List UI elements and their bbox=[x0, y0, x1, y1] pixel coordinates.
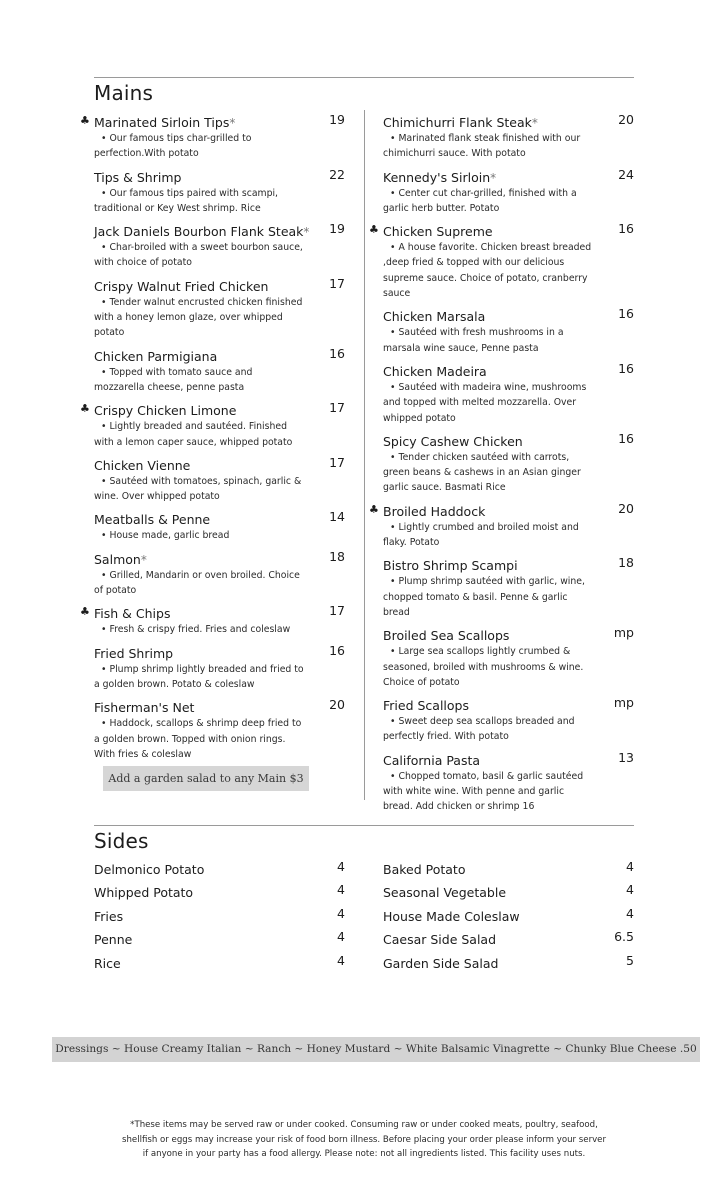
description-line bbox=[94, 240, 345, 255]
column-divider bbox=[364, 110, 365, 800]
menu-item-header bbox=[94, 276, 345, 295]
menu-item-header bbox=[383, 555, 634, 574]
menu-item-price: 17 bbox=[329, 603, 345, 619]
description-line bbox=[94, 662, 345, 677]
description-line bbox=[383, 644, 634, 659]
club-icon: ♣ bbox=[80, 605, 90, 619]
description-text: Char-broiled with a sweet bourbon sauce, bbox=[109, 242, 303, 254]
side-item bbox=[383, 906, 634, 929]
description-line bbox=[94, 295, 345, 310]
menu-item-description bbox=[383, 769, 634, 815]
menu-item-name: Crispy Walnut Fried Chicken bbox=[94, 278, 269, 294]
description-line bbox=[94, 489, 345, 504]
menu-item-name: Tips & Shrimp bbox=[94, 169, 182, 185]
menu-item-price: 14 bbox=[329, 509, 345, 525]
description-text: with a honey lemon glaze, over whipped bbox=[94, 312, 283, 324]
description-line bbox=[94, 732, 345, 747]
description-line bbox=[383, 660, 634, 675]
menu-item-name: Chicken Parmigiana bbox=[94, 348, 218, 364]
menu-item-description bbox=[383, 240, 634, 301]
description-line bbox=[94, 146, 345, 161]
description-line bbox=[94, 380, 345, 395]
description-line bbox=[94, 325, 345, 340]
side-item bbox=[94, 882, 345, 905]
menu-item-price: 16 bbox=[618, 430, 634, 446]
bullet-icon: • bbox=[101, 530, 107, 542]
bullet-icon: • bbox=[390, 242, 396, 254]
menu-item-header bbox=[383, 361, 634, 380]
menu-item-price: 16 bbox=[618, 306, 634, 322]
description-text: House made, garlic bread bbox=[109, 530, 230, 542]
description-line bbox=[383, 186, 634, 201]
description-line bbox=[383, 784, 634, 799]
side-item-name: Whipped Potato bbox=[94, 885, 194, 901]
description-line bbox=[94, 583, 345, 598]
bullet-icon: • bbox=[390, 327, 396, 339]
menu-item-description bbox=[383, 714, 634, 745]
description-line bbox=[383, 799, 634, 814]
description-line bbox=[383, 146, 634, 161]
mains-title: Mains bbox=[94, 81, 154, 105]
description-line bbox=[383, 535, 634, 550]
description-text: ,deep fried & topped with our delicious bbox=[383, 257, 565, 269]
side-item-price: 4 bbox=[337, 905, 345, 921]
description-text: and topped with melted mozzarella. Over bbox=[383, 397, 577, 409]
menu-item-description bbox=[383, 186, 634, 217]
side-item bbox=[383, 953, 634, 976]
dressings-banner: Dressings ~ House Creamy Italian ~ Ranch ~ Honey Mustard ~ White Balsamic Vinagrette ~ Chunky Blue Cheese .50 bbox=[52, 1037, 700, 1062]
bullet-icon: • bbox=[101, 421, 107, 433]
description-text: perfection.With potato bbox=[94, 148, 199, 160]
club-icon: ♣ bbox=[80, 402, 90, 416]
raw-warning-star: * bbox=[140, 552, 147, 567]
menu-item-header bbox=[383, 306, 634, 325]
menu-item-description bbox=[94, 365, 345, 396]
description-text: Our famous tips char-grilled to bbox=[109, 133, 252, 144]
description-line bbox=[383, 271, 634, 286]
side-item-price: 4 bbox=[337, 952, 345, 968]
description-text: traditional or Key West shrimp. Rice bbox=[94, 202, 261, 214]
menu-item-description bbox=[94, 419, 345, 450]
menu-item-header bbox=[383, 431, 634, 450]
description-line bbox=[383, 286, 634, 301]
menu-item bbox=[94, 509, 345, 543]
menu-item-name: Bistro Shrimp Scampi bbox=[383, 558, 518, 574]
menu-item-description bbox=[94, 131, 345, 162]
description-text: flaky. Potato bbox=[383, 537, 440, 549]
side-item bbox=[94, 929, 345, 952]
description-text: Sweet deep sea scallops breaded and bbox=[398, 716, 575, 728]
menu-item-header bbox=[383, 112, 634, 131]
description-text: whipped potato bbox=[383, 412, 456, 424]
side-item-name: Rice bbox=[94, 955, 121, 971]
menu-item-price: 20 bbox=[329, 697, 345, 713]
description-text: bread. Add chicken or shrimp 16 bbox=[383, 801, 535, 813]
side-item-price: 4 bbox=[337, 929, 345, 945]
menu-item-header bbox=[80, 112, 345, 131]
description-line bbox=[94, 131, 345, 146]
description-line bbox=[383, 411, 634, 426]
side-item-price: 4 bbox=[337, 882, 345, 898]
description-text: of potato bbox=[94, 585, 137, 597]
description-text: Fresh & crispy fried. Fries and coleslaw bbox=[109, 624, 291, 636]
menu-item bbox=[369, 221, 634, 301]
mains-left-column bbox=[80, 112, 345, 767]
menu-item bbox=[383, 167, 634, 217]
menu-item-name: Meatballs & Penne bbox=[94, 512, 211, 528]
menu-item bbox=[80, 603, 345, 637]
menu-item-header bbox=[94, 643, 345, 662]
side-item-name: Caesar Side Salad bbox=[383, 932, 497, 948]
description-line bbox=[383, 590, 634, 605]
menu-item-price: 20 bbox=[618, 500, 634, 516]
description-text: Sautéed with tomatoes, spinach, garlic & bbox=[109, 475, 302, 487]
raw-warning-star: * bbox=[531, 116, 538, 130]
menu-item-name: Broiled Sea Scallops bbox=[383, 628, 510, 644]
menu-item-name: Kennedy's Sirloin bbox=[383, 169, 491, 185]
description-text: mozzarella cheese, penne pasta bbox=[94, 381, 245, 393]
description-text: potato bbox=[94, 327, 125, 339]
bullet-icon: • bbox=[390, 381, 396, 393]
club-icon: ♣ bbox=[80, 114, 90, 127]
description-text: Plump shrimp lightly breaded and fried to bbox=[109, 663, 304, 675]
bullet-icon: • bbox=[101, 296, 107, 308]
menu-item-description bbox=[94, 474, 345, 505]
menu-item-price: 17 bbox=[329, 400, 345, 416]
description-text: bread bbox=[383, 606, 410, 618]
description-line bbox=[94, 747, 345, 762]
description-line bbox=[94, 528, 345, 543]
description-line bbox=[94, 568, 345, 583]
description-line bbox=[383, 574, 634, 589]
bullet-icon: • bbox=[101, 718, 107, 730]
description-text: marsala wine sauce, Penne pasta bbox=[383, 342, 539, 354]
menu-item bbox=[383, 555, 634, 620]
description-text: green beans & cashews in an Asian ginger bbox=[383, 467, 581, 479]
side-item-price: 4 bbox=[337, 859, 345, 874]
bullet-icon: • bbox=[101, 133, 107, 144]
menu-item-name: Spicy Cashew Chicken bbox=[383, 433, 523, 449]
menu-item bbox=[383, 625, 634, 690]
menu-item-name: Chicken Madeira bbox=[383, 363, 487, 379]
menu-item-name: Chicken Supreme bbox=[383, 224, 493, 240]
menu-item-price: mp bbox=[613, 625, 634, 641]
side-item bbox=[94, 859, 345, 882]
side-item-name: Delmonico Potato bbox=[94, 862, 205, 877]
menu-item-name: Jack Daniels Bourbon Flank Steak bbox=[94, 224, 304, 240]
description-text: Lightly crumbed and broiled moist and bbox=[398, 521, 579, 533]
salad-note: Add a garden salad to any Main $3 bbox=[103, 766, 309, 791]
menu-item-description bbox=[383, 450, 634, 496]
menu-item-header bbox=[80, 603, 345, 622]
side-item-price: 4 bbox=[626, 882, 634, 898]
bullet-icon: • bbox=[390, 187, 396, 199]
menu-item-price: 18 bbox=[618, 555, 634, 571]
description-line bbox=[94, 255, 345, 270]
menu-item-price: 16 bbox=[618, 221, 634, 237]
menu-item bbox=[383, 431, 634, 496]
menu-item-header bbox=[94, 167, 345, 186]
menu-item-description bbox=[94, 528, 345, 543]
menu-item-price: 19 bbox=[329, 221, 345, 237]
description-line bbox=[94, 201, 345, 216]
bullet-icon: • bbox=[101, 624, 107, 636]
menu-item-header bbox=[369, 221, 634, 240]
footnote-line: *These items may be served raw or under cooked. Consuming raw or under cooked meats, poultry, seafood, bbox=[130, 1120, 598, 1130]
description-line bbox=[383, 341, 634, 356]
side-item-name: Garden Side Salad bbox=[383, 955, 499, 971]
allergy-footnote bbox=[94, 1118, 634, 1162]
menu-item-header bbox=[94, 549, 345, 568]
description-text: Lightly breaded and sautéed. Finished bbox=[109, 421, 288, 433]
description-line bbox=[383, 450, 634, 465]
menu-item-name: Marinated Sirloin Tips bbox=[94, 115, 230, 130]
footnote-line: shellfish or eggs may increase your risk of food born illness. Before placing your order please inform your server bbox=[121, 1134, 607, 1145]
menu-item-name: Chicken Marsala bbox=[383, 309, 486, 325]
description-line bbox=[383, 465, 634, 480]
menu-item-header bbox=[94, 221, 345, 240]
mains-right-column bbox=[369, 112, 634, 820]
description-line bbox=[94, 622, 345, 637]
bullet-icon: • bbox=[390, 646, 396, 658]
description-line bbox=[94, 419, 345, 434]
club-icon: ♣ bbox=[369, 502, 379, 516]
menu-item-name: Chicken Vienne bbox=[94, 457, 191, 473]
description-text: Our famous tips paired with scampi, bbox=[109, 187, 279, 199]
sides-divider bbox=[94, 825, 634, 826]
menu-item bbox=[369, 500, 634, 551]
description-text: Large sea scallops lightly crumbed & bbox=[398, 646, 571, 658]
menu-item-name: Fried Shrimp bbox=[94, 645, 174, 661]
description-text: a golden brown. Potato & coleslaw bbox=[94, 678, 255, 690]
description-text: a golden brown. Topped with onion rings. bbox=[94, 733, 286, 745]
description-text: Tender walnut encrusted chicken finished bbox=[109, 296, 303, 308]
side-item bbox=[94, 953, 345, 976]
description-line bbox=[383, 325, 634, 340]
bullet-icon: • bbox=[390, 576, 396, 588]
bullet-icon: • bbox=[390, 521, 396, 533]
side-item bbox=[94, 906, 345, 929]
menu-item-name: Fisherman's Net bbox=[94, 700, 195, 716]
menu-item bbox=[94, 221, 345, 271]
description-text: A house favorite. Chicken breast breaded bbox=[398, 242, 592, 254]
menu-item-name: Chimichurri Flank Steak bbox=[383, 115, 532, 130]
menu-item-price: 16 bbox=[329, 345, 345, 361]
menu-item-price: 22 bbox=[329, 166, 345, 182]
bullet-icon: • bbox=[101, 569, 107, 581]
menu-item-price: mp bbox=[613, 695, 634, 711]
menu-item-price: 19 bbox=[329, 112, 345, 127]
menu-item-name: Crispy Chicken Limone bbox=[94, 403, 237, 419]
menu-item-price: 13 bbox=[618, 749, 634, 765]
description-text: garlic sauce. Basmati Rice bbox=[383, 482, 506, 494]
menu-item-header bbox=[369, 500, 634, 520]
sides-title: Sides bbox=[94, 829, 149, 853]
menu-item bbox=[94, 643, 345, 693]
menu-item-description bbox=[94, 186, 345, 217]
description-text: sauce bbox=[383, 288, 411, 300]
description-text: chimichurri sauce. With potato bbox=[383, 148, 526, 160]
menu-item bbox=[383, 112, 634, 162]
description-line bbox=[383, 240, 634, 255]
bullet-icon: • bbox=[390, 770, 396, 782]
description-line bbox=[383, 131, 634, 146]
description-text: with choice of potato bbox=[94, 257, 192, 269]
description-line bbox=[383, 520, 634, 535]
raw-warning-star: * bbox=[303, 225, 310, 240]
description-text: Center cut char-grilled, finished with a bbox=[398, 187, 577, 199]
menu-item-header bbox=[383, 750, 634, 769]
menu-item-description bbox=[383, 380, 634, 426]
menu-item-price: 20 bbox=[618, 112, 634, 127]
side-item-price: 4 bbox=[626, 905, 634, 921]
menu-item-header bbox=[383, 167, 634, 186]
menu-item-price: 16 bbox=[329, 642, 345, 658]
club-icon: ♣ bbox=[369, 223, 379, 237]
description-text: Chopped tomato, basil & garlic sautéed bbox=[398, 770, 584, 782]
menu-item-price: 17 bbox=[329, 454, 345, 470]
description-line bbox=[94, 310, 345, 325]
menu-item-header bbox=[94, 697, 345, 716]
description-text: with white wine. With penne and garlic bbox=[383, 786, 565, 798]
description-line bbox=[94, 677, 345, 692]
menu-item-description bbox=[383, 520, 634, 551]
menu-item-description bbox=[383, 131, 634, 162]
bullet-icon: • bbox=[390, 451, 396, 463]
menu-item bbox=[383, 361, 634, 426]
menu-item-header bbox=[80, 400, 345, 419]
menu-item-description bbox=[94, 662, 345, 693]
menu-item-header bbox=[383, 625, 634, 644]
side-item-name: Baked Potato bbox=[383, 862, 466, 877]
menu-item-description bbox=[94, 568, 345, 599]
menu-item bbox=[94, 276, 345, 341]
description-line bbox=[94, 365, 345, 380]
bullet-icon: • bbox=[101, 663, 107, 675]
menu-item bbox=[94, 549, 345, 599]
description-line bbox=[383, 605, 634, 620]
sides-left-column bbox=[94, 859, 345, 976]
sides-right-column bbox=[383, 859, 634, 976]
menu-item-name: Fried Scallops bbox=[383, 698, 469, 714]
menu-item-price: 17 bbox=[329, 275, 345, 291]
menu-item bbox=[383, 306, 634, 356]
menu-item-header bbox=[94, 509, 345, 528]
menu-item bbox=[94, 346, 345, 396]
menu-item-price: 18 bbox=[329, 548, 345, 564]
menu-item-description bbox=[94, 622, 345, 637]
description-text: Tender chicken sautéed with carrots, bbox=[398, 451, 570, 463]
description-line bbox=[383, 714, 634, 729]
description-text: Choice of potato bbox=[383, 676, 460, 688]
description-line bbox=[383, 769, 634, 784]
bullet-icon: • bbox=[101, 187, 107, 199]
description-text: Topped with tomato sauce and bbox=[109, 366, 253, 378]
description-text: seasoned, broiled with mushrooms & wine. bbox=[383, 661, 584, 673]
menu-item bbox=[80, 112, 345, 162]
menu-item bbox=[94, 455, 345, 505]
menu-item-name: Salmon bbox=[94, 551, 141, 567]
description-line bbox=[383, 380, 634, 395]
menu-item-description bbox=[94, 240, 345, 271]
side-item-price: 4 bbox=[626, 859, 634, 874]
description-line bbox=[94, 186, 345, 201]
bullet-icon: • bbox=[390, 133, 396, 144]
description-line bbox=[383, 729, 634, 744]
side-item-name: Seasonal Vegetable bbox=[383, 885, 507, 901]
footnote-line: if anyone in your party has a food allergy. Please note: not all ingredients listed. This facility uses nuts. bbox=[142, 1149, 586, 1160]
side-item bbox=[383, 859, 634, 882]
menu-item bbox=[94, 697, 345, 762]
side-item bbox=[383, 929, 634, 952]
side-item-price: 5 bbox=[626, 952, 634, 968]
bullet-icon: • bbox=[101, 475, 107, 487]
description-text: perfectly fried. With potato bbox=[383, 731, 509, 743]
top-divider bbox=[94, 77, 634, 78]
menu-item-description bbox=[94, 295, 345, 341]
description-text: chopped tomato & basil. Penne & garlic bbox=[383, 591, 568, 603]
description-text: garlic herb butter. Potato bbox=[383, 202, 500, 214]
description-text: with a lemon caper sauce, whipped potato bbox=[94, 436, 293, 448]
description-line bbox=[94, 474, 345, 489]
menu-item-header bbox=[383, 695, 634, 714]
raw-warning-star: * bbox=[229, 116, 236, 130]
description-text: Plump shrimp sautéed with garlic, wine, bbox=[398, 576, 585, 588]
description-text: supreme sauce. Choice of potato, cranberry bbox=[383, 272, 588, 284]
menu-item bbox=[383, 750, 634, 815]
side-item-price: 6.5 bbox=[614, 929, 634, 945]
menu-item-price: 16 bbox=[618, 360, 634, 376]
raw-warning-star: * bbox=[490, 170, 497, 185]
side-item-name: Penne bbox=[94, 932, 133, 948]
menu-item-description bbox=[94, 716, 345, 762]
menu-item-description bbox=[383, 325, 634, 356]
description-line bbox=[383, 255, 634, 270]
description-line bbox=[383, 675, 634, 690]
description-line bbox=[383, 480, 634, 495]
menu-item-description bbox=[383, 574, 634, 620]
description-line bbox=[94, 716, 345, 731]
menu-item-header bbox=[94, 346, 345, 365]
menu-item-name: Broiled Haddock bbox=[383, 503, 486, 519]
description-text: With fries & coleslaw bbox=[94, 748, 192, 760]
description-line bbox=[383, 395, 634, 410]
menu-item-name: California Pasta bbox=[383, 752, 481, 768]
description-text: Sautéed with madeira wine, mushrooms bbox=[398, 381, 587, 393]
side-item-name: Fries bbox=[94, 908, 124, 924]
description-line bbox=[383, 201, 634, 216]
menu-item-header bbox=[94, 455, 345, 474]
description-text: Marinated flank steak finished with our bbox=[398, 133, 581, 144]
menu-item-price: 24 bbox=[618, 166, 634, 182]
menu-item-name: Fish & Chips bbox=[94, 606, 171, 622]
side-item-name: House Made Coleslaw bbox=[383, 908, 520, 924]
bullet-icon: • bbox=[390, 716, 396, 728]
description-text: Grilled, Mandarin or oven broiled. Choice bbox=[109, 569, 300, 581]
menu-item bbox=[94, 167, 345, 217]
bullet-icon: • bbox=[101, 366, 107, 378]
menu-item bbox=[383, 695, 634, 745]
description-text: Sautéed with fresh mushrooms in a bbox=[398, 327, 564, 339]
description-line bbox=[94, 435, 345, 450]
bullet-icon: • bbox=[101, 242, 107, 254]
menu-item bbox=[80, 400, 345, 450]
menu-item-description bbox=[383, 644, 634, 690]
side-item bbox=[383, 882, 634, 905]
description-text: wine. Over whipped potato bbox=[94, 491, 220, 503]
description-text: Haddock, scallops & shrimp deep fried to bbox=[109, 718, 302, 730]
